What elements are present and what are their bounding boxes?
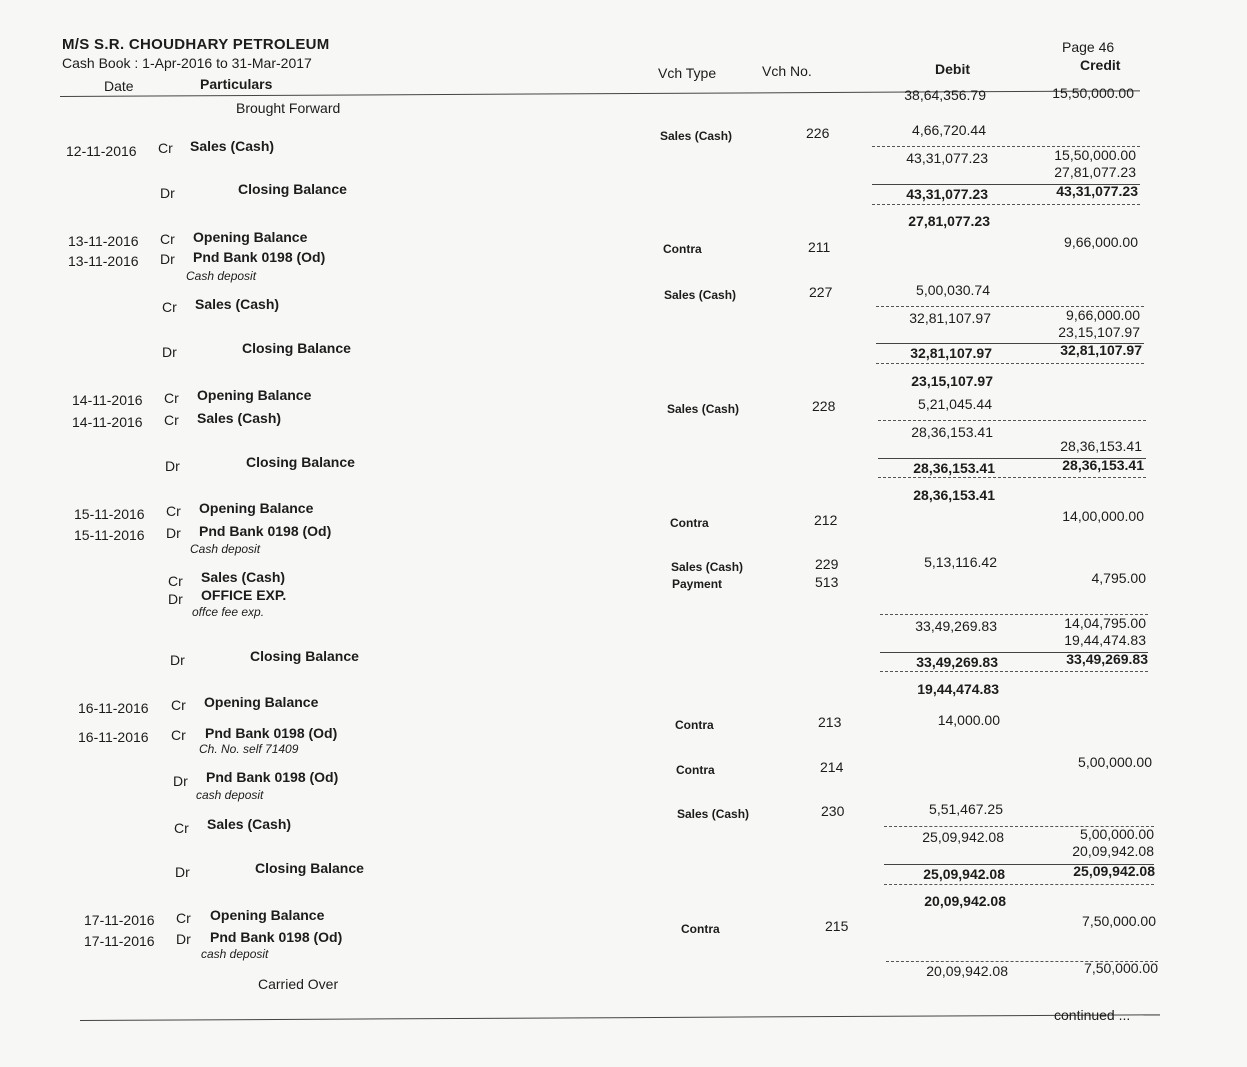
entry-drcr: Cr xyxy=(160,231,175,247)
entry-vch-no: 513 xyxy=(815,574,839,590)
closing-balance-label: Closing Balance xyxy=(250,648,359,664)
subtotal-debit: 28,36,153.41 xyxy=(911,424,993,440)
entry-drcr: Cr xyxy=(158,140,173,156)
entry-credit: 7,50,000.00 xyxy=(1082,913,1156,929)
entry-date: 17-11-2016 xyxy=(84,933,155,949)
carried-over-debit: 20,09,942.08 xyxy=(926,963,1008,979)
opening-debit: 27,81,077.23 xyxy=(908,213,990,229)
entry-particular: Sales (Cash) xyxy=(197,410,282,426)
entry-vch-type: Sales (Cash) xyxy=(664,288,737,302)
col-credit: Credit xyxy=(1080,57,1121,73)
closing-credit: 28,36,153.41 xyxy=(1060,438,1142,454)
entry-particular: Sales (Cash) xyxy=(190,138,275,154)
entry-drcr: Dr xyxy=(175,864,190,880)
entry-narration: cash deposit xyxy=(196,788,264,802)
continued-label: continued ... xyxy=(1054,1007,1131,1023)
footer-rule xyxy=(80,1014,1160,1021)
opening-debit: 20,09,942.08 xyxy=(924,893,1006,909)
entry-date: 15-11-2016 xyxy=(74,527,145,543)
entry-vch-type: Contra xyxy=(675,718,714,732)
closing-credit: 20,09,942.08 xyxy=(1072,843,1154,859)
entry-particular: Sales (Cash) xyxy=(207,816,292,832)
entry-vch-type: Sales (Cash) xyxy=(660,129,733,143)
entry-drcr: Cr xyxy=(171,727,186,743)
entry-particular: Pnd Bank 0198 (Od) xyxy=(205,725,338,741)
entry-drcr: Cr xyxy=(164,390,179,406)
col-particulars: Particulars xyxy=(200,76,273,92)
closing-credit-total: 33,49,269.83 xyxy=(1066,651,1148,667)
subtotal-rule xyxy=(878,420,1146,421)
entry-drcr: Cr xyxy=(174,820,189,836)
entry-drcr: Dr xyxy=(173,773,188,789)
closing-credit-total: 28,36,153.41 xyxy=(1062,457,1144,473)
entry-debit: 5,51,467.25 xyxy=(929,801,1003,817)
col-vch-no: Vch No. xyxy=(762,63,812,79)
entry-date: 17-11-2016 xyxy=(84,912,155,928)
entry-narration: Ch. No. self 71409 xyxy=(199,742,299,756)
entry-vch-type: Contra xyxy=(676,763,715,777)
brought-forward-label: Brought Forward xyxy=(236,100,341,116)
subtotal-debit: 43,31,077.23 xyxy=(906,150,988,166)
entry-date: 16-11-2016 xyxy=(78,729,149,745)
subtotal-debit: 32,81,107.97 xyxy=(909,310,991,326)
entry-vch-type: Contra xyxy=(663,242,702,256)
col-debit: Debit xyxy=(935,61,970,77)
closing-debit-total: 32,81,107.97 xyxy=(910,345,992,361)
entry-date: 15-11-2016 xyxy=(74,506,145,522)
entry-vch-no: 212 xyxy=(814,512,838,528)
closing-debit-total: 28,36,153.41 xyxy=(913,460,995,476)
carried-over-credit: 7,50,000.00 xyxy=(1084,960,1158,976)
closing-balance-label: Closing Balance xyxy=(242,340,351,356)
entry-vch-no: 228 xyxy=(812,398,836,414)
entry-particular: OFFICE EXP. xyxy=(201,587,287,603)
entry-credit: 9,66,000.00 xyxy=(1064,234,1138,250)
entry-particular: Pnd Bank 0198 (Od) xyxy=(210,929,343,945)
entry-drcr: Dr xyxy=(160,251,175,267)
entry-drcr: Dr xyxy=(162,344,177,360)
entry-date: 13-11-2016 xyxy=(68,253,139,269)
entry-vch-no: 213 xyxy=(818,714,842,730)
entry-drcr: Cr xyxy=(164,412,179,428)
col-date: Date xyxy=(104,78,134,94)
entry-drcr: Dr xyxy=(168,591,183,607)
entry-credit: 4,795.00 xyxy=(1091,570,1146,586)
closing-debit-total: 25,09,942.08 xyxy=(923,866,1005,882)
entry-drcr: Cr xyxy=(171,697,186,713)
subtotal-credit: 9,66,000.00 xyxy=(1066,307,1140,323)
entry-vch-type: Contra xyxy=(670,516,709,530)
carried-over-label: Carried Over xyxy=(258,976,339,992)
entry-narration: offce fee exp. xyxy=(192,605,265,619)
entry-vch-no: 214 xyxy=(820,759,844,775)
col-vch-type: Vch Type xyxy=(658,65,717,81)
entry-vch-no: 230 xyxy=(821,803,845,819)
closing-debit-total: 43,31,077.23 xyxy=(906,186,988,202)
closing-balance-label: Closing Balance xyxy=(246,454,355,470)
entry-drcr: Dr xyxy=(170,652,185,668)
entry-date: 16-11-2016 xyxy=(78,700,149,716)
page-number: Page 46 xyxy=(1062,39,1115,55)
entry-narration: cash deposit xyxy=(201,947,269,961)
entry-drcr: Cr xyxy=(166,503,181,519)
brought-forward-debit: 38,64,356.79 xyxy=(904,87,986,103)
entry-drcr: Dr xyxy=(160,185,175,201)
entry-vch-no: 229 xyxy=(815,556,839,572)
opening-balance-label: Opening Balance xyxy=(197,387,312,403)
closing-credit: 19,44,474.83 xyxy=(1064,632,1146,648)
entry-narration: Cash deposit xyxy=(186,269,257,283)
total-double-rule xyxy=(878,477,1146,478)
entry-vch-type: Contra xyxy=(681,922,720,936)
entry-vch-no: 227 xyxy=(809,284,833,300)
entry-particular: Pnd Bank 0198 (Od) xyxy=(199,523,332,539)
opening-balance-label: Opening Balance xyxy=(204,694,319,710)
closing-credit-total: 43,31,077.23 xyxy=(1056,183,1138,199)
subtotal-debit: 25,09,942.08 xyxy=(922,829,1004,845)
opening-balance-label: Opening Balance xyxy=(193,229,308,245)
opening-debit: 28,36,153.41 xyxy=(913,487,995,503)
entry-vch-type: Sales (Cash) xyxy=(671,560,744,574)
entry-debit: 14,000.00 xyxy=(937,712,1000,728)
entry-vch-type: Payment xyxy=(672,577,723,591)
entry-drcr: Cr xyxy=(168,573,183,589)
opening-balance-label: Opening Balance xyxy=(210,907,325,923)
total-double-rule xyxy=(876,363,1144,364)
entry-particular: Pnd Bank 0198 (Od) xyxy=(206,769,339,785)
entry-particular: Pnd Bank 0198 (Od) xyxy=(193,249,326,265)
entry-debit: 5,13,116.42 xyxy=(924,554,997,570)
closing-credit-total: 25,09,942.08 xyxy=(1073,863,1155,879)
entry-particular: Sales (Cash) xyxy=(201,569,286,585)
entry-debit: 5,00,030.74 xyxy=(916,282,990,298)
entry-vch-no: 226 xyxy=(806,125,830,141)
closing-debit-total: 33,49,269.83 xyxy=(916,654,998,670)
book-period: Cash Book : 1-Apr-2016 to 31-Mar-2017 xyxy=(62,55,312,71)
opening-balance-label: Opening Balance xyxy=(199,500,314,516)
entry-drcr: Cr xyxy=(176,910,191,926)
total-double-rule xyxy=(872,204,1140,205)
total-double-rule xyxy=(880,671,1148,672)
entry-narration: Cash deposit xyxy=(190,542,261,556)
total-double-rule xyxy=(884,884,1154,885)
subtotal-debit: 33,49,269.83 xyxy=(915,618,997,634)
entry-credit: 14,00,000.00 xyxy=(1062,508,1144,524)
company-name: M/S S.R. CHOUDHARY PETROLEUM xyxy=(62,36,330,53)
closing-balance-label: Closing Balance xyxy=(238,181,347,197)
closing-credit-total: 32,81,107.97 xyxy=(1060,342,1142,358)
brought-forward-credit: 15,50,000.00 xyxy=(1052,85,1134,101)
entry-date: 13-11-2016 xyxy=(68,233,139,249)
closing-credit: 23,15,107.97 xyxy=(1058,324,1140,340)
subtotal-credit: 5,00,000.00 xyxy=(1080,826,1154,842)
entry-vch-type: Sales (Cash) xyxy=(677,807,750,821)
entry-particular: Sales (Cash) xyxy=(195,296,280,312)
entry-vch-no: 215 xyxy=(825,918,849,934)
entry-drcr: Dr xyxy=(165,458,180,474)
entry-drcr: Cr xyxy=(162,299,177,315)
entry-vch-no: 211 xyxy=(808,239,831,255)
entry-drcr: Dr xyxy=(166,525,181,541)
opening-debit: 19,44,474.83 xyxy=(917,681,999,697)
entry-credit: 5,00,000.00 xyxy=(1078,754,1152,770)
entry-debit: 5,21,045.44 xyxy=(918,396,992,412)
entry-date: 12-11-2016 xyxy=(66,143,137,159)
entry-drcr: Dr xyxy=(176,931,191,947)
closing-balance-label: Closing Balance xyxy=(255,860,364,876)
entry-debit: 4,66,720.44 xyxy=(912,122,986,138)
entry-date: 14-11-2016 xyxy=(72,414,143,430)
entry-date: 14-11-2016 xyxy=(72,392,143,408)
subtotal-credit: 15,50,000.00 xyxy=(1054,147,1136,163)
subtotal-credit: 14,04,795.00 xyxy=(1064,615,1146,631)
closing-credit: 27,81,077.23 xyxy=(1054,164,1136,180)
opening-debit: 23,15,107.97 xyxy=(911,373,993,389)
entry-vch-type: Sales (Cash) xyxy=(667,402,740,416)
